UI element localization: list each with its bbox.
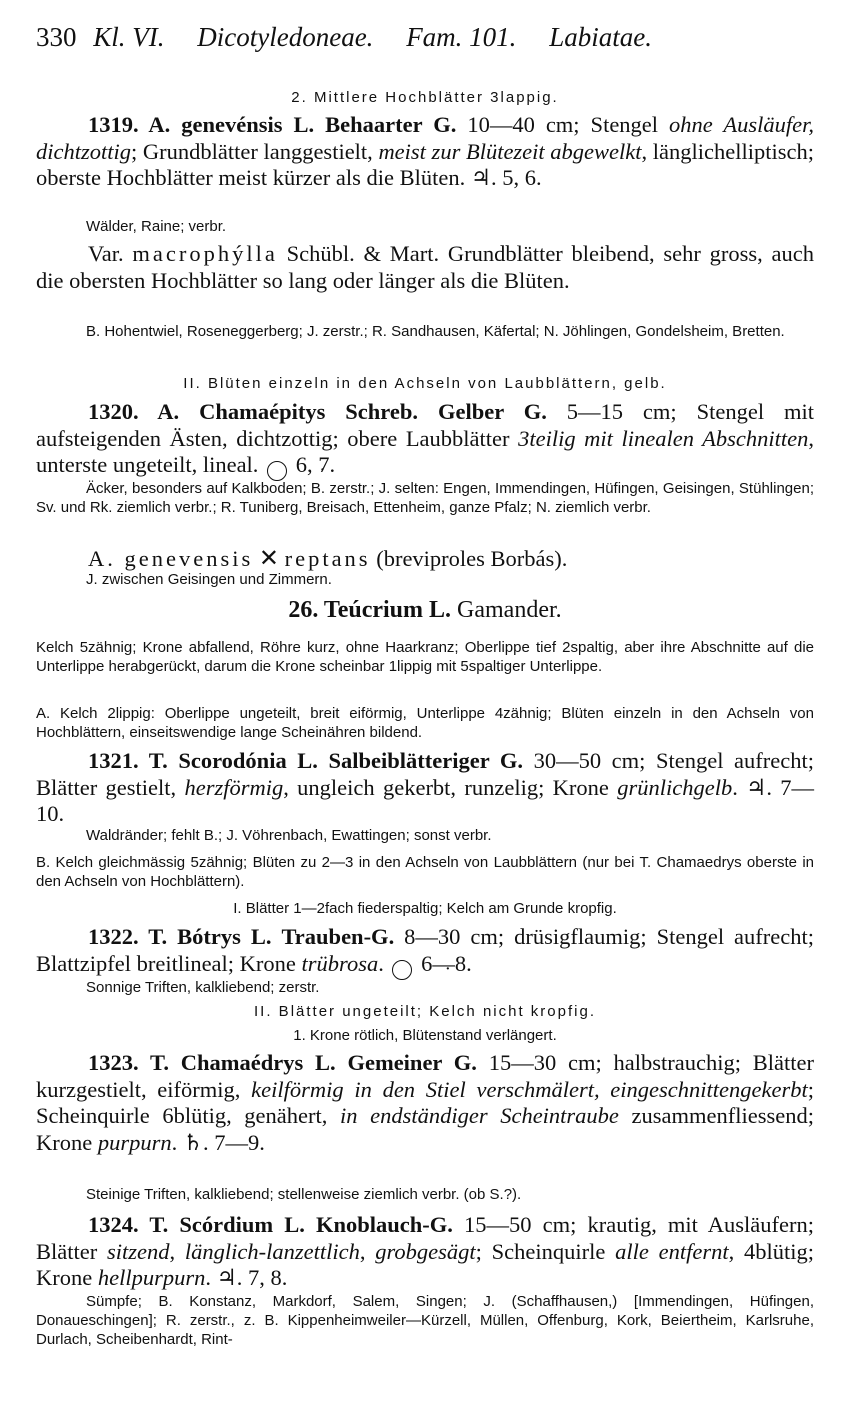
- entry-italic: alle entfernt: [615, 1238, 729, 1264]
- entry-text: 6—8.: [415, 950, 472, 976]
- habitat-note: Waldränder; fehlt B.; J. Vöhrenbach, Ewattingen; sonst verbr.: [86, 827, 492, 844]
- species-entry-1319: [36, 112, 814, 192]
- species-entry-1322: [36, 924, 814, 980]
- species-number-name: 1324. T. Scórdium L.: [88, 1212, 305, 1237]
- annual-circle-dot-icon: [392, 960, 412, 980]
- common-name: Behaarter G.: [325, 112, 457, 137]
- entry-text: . ♃. 7, 8.: [205, 1265, 288, 1290]
- entry-italic: purpurn: [97, 1129, 172, 1155]
- entry-text: , ungleich gekerbt, runzelig; Krone: [283, 774, 618, 800]
- entry-italic: hellpurpurn: [97, 1265, 206, 1290]
- common-name: Knoblauch-G.: [316, 1212, 453, 1237]
- key-heading-II: II. Blüten einzeln in den Achseln von Laubblättern, gelb.: [183, 375, 667, 392]
- entry-text: . ♄. 7—9.: [171, 1129, 265, 1155]
- genus-name: 26. Teúcrium L.: [288, 597, 452, 623]
- entry-text: (breviproles Borbás).: [370, 546, 568, 571]
- annual-circle-dot-icon: [267, 461, 287, 481]
- hybrid-entry: [36, 545, 814, 573]
- entry-text: ,: [359, 1238, 376, 1264]
- habitat-note: Sonnige Triften, kalkliebend; zerstr.: [86, 979, 320, 996]
- key-heading-I: I. Blätter 1—2fach fiederspaltig; Kelch am Grunde kropfig.: [233, 900, 617, 917]
- species-entry-1323: [36, 1050, 814, 1156]
- species-number-name: 1319. A. genevénsis L.: [88, 112, 315, 137]
- header-family: Labiatae.: [549, 22, 652, 52]
- entry-italic: in endständiger Scheintraube: [340, 1103, 619, 1128]
- species-entry-1320: [36, 399, 814, 481]
- entry-italic: herzförmig: [184, 774, 284, 800]
- species-number-name: 1323. T. Chamaédrys L.: [88, 1050, 336, 1075]
- key-section-B: B. Kelch gleichmässig 5zähnig; Blüten zu 2—3 in den Achseln von Laubblättern (nur bei T. Chamaedrys oberste in den Achseln von Hochblättern).: [36, 854, 814, 890]
- species-number-name: 1320. A. Chamaépitys Schreb.: [88, 399, 419, 424]
- entry-text: , länglichelliptisch; oberste Hochblätter meist kürzer als die Blüten. ♃. 5, 6.: [36, 138, 814, 190]
- variety-name: macrophýlla: [132, 241, 278, 266]
- entry-italic: 3teilig mit linealen Abschnitten: [518, 425, 809, 451]
- species-number-name: 1322. T. Bótrys L.: [88, 924, 272, 949]
- key-heading-2: 2. Mittlere Hochblätter 3lappig.: [291, 89, 559, 106]
- distribution-note: B. Hohentwiel, Roseneggerberg; J. zerstr.; R. Sandhausen, Käfertal; N. Jöhlingen, Gondelsheim, Bretten.: [86, 323, 785, 340]
- habitat-note: Wälder, Raine; verbr.: [86, 218, 227, 235]
- header-class: Kl. VI.: [93, 22, 165, 52]
- key-heading-1: 1. Krone rötlich, Blütenstand verlängert.: [293, 1027, 557, 1044]
- entry-text: 5—15 cm; Stengel mit aufsteigenden Ästen, dichtzottig; obere Laubblätter: [36, 399, 815, 451]
- entry-text: . ♃. 7—10.: [36, 774, 815, 826]
- entry-italic: länglich-lanzettlich: [184, 1238, 360, 1264]
- common-name: Gelber G.: [437, 399, 547, 424]
- entry-text: ; Scheinquirle: [475, 1238, 616, 1264]
- entry-text: ,: [169, 1238, 185, 1264]
- distribution-note: Sümpfe; B. Konstanz, Markdorf, Salem, Singen; J. (Schaffhausen,) [Immendingen, Hüfingen, Donaueschingen]; R. zerstr., z. B. Kippenheimweiler—Kürzell, Müllen, Offenburg, Kork, Beiertheim, Karlsruhe, Durlach, Scheibenhardt, Rint-: [36, 1293, 814, 1348]
- entry-text: 6, 7.: [290, 452, 336, 477]
- entry-italic: grobgesägt: [375, 1238, 476, 1264]
- entry-italic: keilförmig in den Stiel verschmälert, eingeschnittengekerbt: [251, 1076, 808, 1102]
- species-number-name: 1321. T. Scorodónia L.: [88, 748, 318, 773]
- habitat-note: Steinige Triften, kalkliebend; stellenweise ziemlich verbr. (ob S.?).: [86, 1186, 522, 1203]
- entry-text: 15—50 cm; krautig, mit Ausläufern; Blätter: [36, 1212, 815, 1264]
- common-name: Salbeiblätteriger G.: [328, 748, 523, 773]
- variety-entry: [36, 241, 814, 294]
- entry-text: 10—40 cm; Stengel: [456, 112, 670, 137]
- distribution-note: Äcker, besonders auf Kalkboden; B. zerstr.; J. selten: Engen, Immendingen, Hüfingen, Geisingen, Stühlingen; Sv. und Rk. ziemlich verbr.; R. Tuniberg, Breisach, Ettenheim, ganze Pfalz; N. ziemlich verbr.: [36, 480, 814, 516]
- entry-text: ; Grundblätter langgestielt,: [131, 138, 379, 164]
- running-header: [36, 22, 814, 53]
- entry-text: , unterste ungeteilt, lineal.: [36, 425, 814, 477]
- entry-text: .: [378, 950, 384, 976]
- key-section-A: A. Kelch 2lippig: Oberlippe ungeteilt, breit eiförmig, Unterlippe 4zähnig; Blüten einzeln in den Achseln von Hochblättern, einseitswendige lange Scheinähren bildend.: [36, 705, 814, 741]
- genus-common-name: Gamander.: [451, 597, 562, 623]
- entry-text: 8—30 cm; drüsigflaumig; Stengel aufrecht; Blattzipfel breitlineal; Krone: [36, 924, 814, 976]
- entry-text: 15—30 cm; halbstrauchig; Blätter kurzgestielt, eiförmig,: [36, 1050, 815, 1102]
- species-entry-1321: [36, 748, 814, 828]
- entry-italic: grünlichgelb: [617, 774, 733, 800]
- common-name: Gemeiner G.: [347, 1050, 477, 1075]
- entry-text: 30—50 cm; Stengel aufrecht; Blätter gestielt,: [36, 748, 814, 800]
- entry-text: Var.: [88, 241, 133, 266]
- entry-text: , 4blütig; Krone: [36, 1238, 814, 1290]
- genus-description: Kelch 5zähnig; Krone abfallend, Röhre kurz, ohne Haarkranz; Oberlippe tief 2spaltig, aber ihre Abschnitte auf die Unterlippe herabgerückt, darum die Krone scheinbar 1lippig mit 5spaltiger Unterlippe.: [36, 639, 814, 675]
- entry-text: zusammenfliessend; Krone: [36, 1103, 814, 1155]
- genus-heading: [36, 597, 814, 624]
- species-entry-1324: [36, 1212, 814, 1292]
- hybrid-parent: A. genevensis: [88, 546, 254, 571]
- hybrid-cross-icon: ✕: [258, 544, 279, 572]
- entry-text: ; Scheinquirle 6blütig, genähert,: [36, 1076, 814, 1128]
- hybrid-parent: reptans: [284, 546, 371, 571]
- entry-italic: trübrosa: [301, 950, 379, 976]
- entry-italic: meist zur Blütezeit abgewelkt: [378, 138, 642, 164]
- page-number: 330: [36, 22, 77, 52]
- entry-italic: ohne Ausläufer, dichtzottig: [36, 112, 815, 164]
- key-heading-II: II. Blätter ungeteilt; Kelch nicht kropfig.: [254, 1003, 596, 1020]
- entry-italic: sitzend: [106, 1238, 170, 1264]
- header-family-number: Fam. 101.: [406, 22, 517, 52]
- distribution-note: J. zwischen Geisingen und Zimmern.: [86, 571, 332, 588]
- header-division: Dicotyledoneae.: [197, 22, 374, 52]
- common-name: Trauben-G.: [281, 924, 395, 949]
- entry-text: Schübl. & Mart. Grundblätter bleibend, sehr gross, auch die obersten Hochblätter so lang oder länger als die Blüten.: [36, 241, 814, 293]
